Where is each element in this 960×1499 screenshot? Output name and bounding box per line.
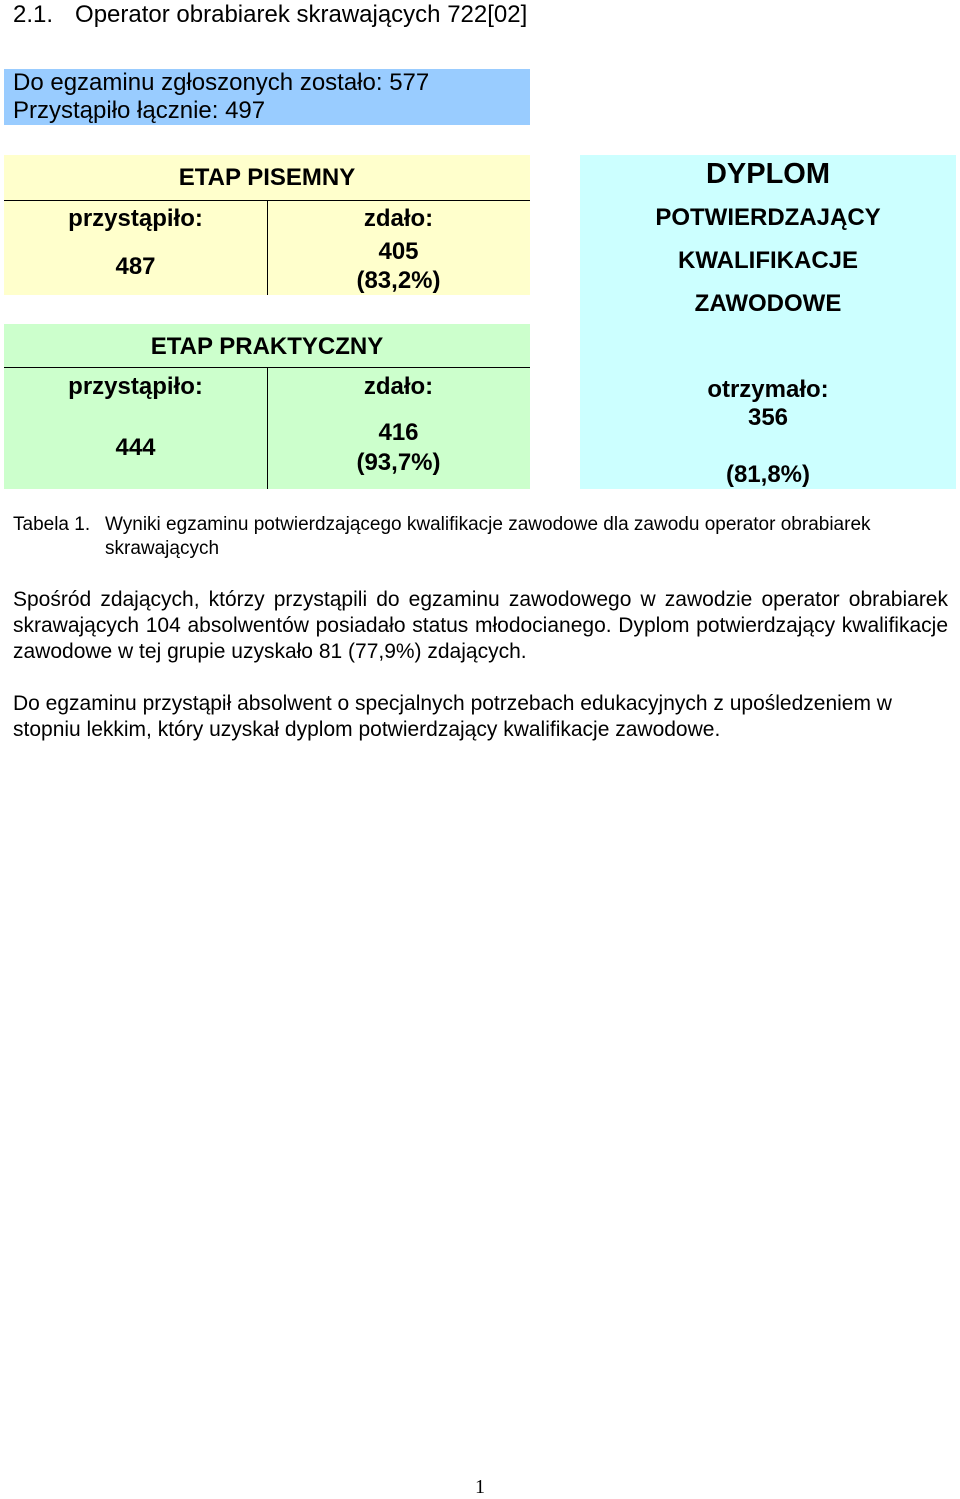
written-stage-title: ETAP PISEMNY — [178, 164, 356, 191]
written-passed-percent: (83,2%) — [356, 267, 441, 294]
practical-passed-value: 416 — [378, 419, 419, 446]
written-stage-panel — [4, 155, 530, 295]
registered-count: Do egzaminu zgłoszonych zostało: 577 — [13, 69, 430, 96]
paragraph-special-needs: Do egzaminu przystąpił absolwent o specjalnych potrzebach edukacyjnych z upośledzeniem w stopniu lekkim, który uzyskał dyplom potwierdzający kwalifikacje zawodowe. — [13, 692, 892, 741]
diploma-received-label: otrzymało: — [707, 376, 829, 403]
diploma-title: DYPLOM — [705, 158, 831, 190]
caption-label: Tabela 1. — [13, 514, 91, 535]
written-passed-label: zdało: — [363, 205, 434, 232]
section-heading — [13, 2, 527, 28]
summary-box — [4, 69, 530, 125]
practical-attended-label: przystąpiło: — [68, 373, 203, 400]
practical-attended-value: 444 — [115, 434, 156, 461]
written-attended-label: przystąpiło: — [68, 205, 203, 232]
diploma-panel — [580, 155, 956, 489]
written-attended-value: 487 — [115, 253, 156, 280]
diploma-line-3: ZAWODOWE — [694, 290, 842, 317]
practical-passed-label: zdało: — [363, 373, 434, 400]
caption-text: Wyniki egzaminu potwierdzającego kwalifikacje zawodowe dla zawodu operator obrabiarek skrawających — [105, 514, 871, 559]
diploma-received-value: 356 — [747, 404, 789, 431]
diploma-line-2: KWALIFIKACJE — [678, 247, 858, 274]
diploma-received-percent: (81,8%) — [725, 461, 811, 488]
practical-stage-title: ETAP PRAKTYCZNY — [150, 333, 384, 360]
paragraph-young-graduates: Spośród zdających, którzy przystąpili do egzaminu zawodowego w zawodzie operator obrabiarek skrawających 104 absolwentów posiadało status młodocianego. Dyplom potwierdzający kwalifikacje zawodowe w tej grupie uzyskało 81 (77,9%) zdających. — [13, 588, 948, 663]
attended-count: Przystąpiło łącznie: 497 — [13, 97, 266, 124]
table-caption — [13, 513, 948, 559]
practical-passed-percent: (93,7%) — [356, 449, 441, 476]
section-title: Operator obrabiarek skrawających 722[02] — [75, 1, 528, 28]
section-number: 2.1. — [13, 1, 54, 28]
page-number: 1 — [475, 1476, 485, 1498]
diploma-line-1: POTWIERDZAJĄCY — [655, 204, 881, 231]
written-passed-value: 405 — [378, 238, 419, 265]
practical-stage-panel — [4, 324, 530, 489]
